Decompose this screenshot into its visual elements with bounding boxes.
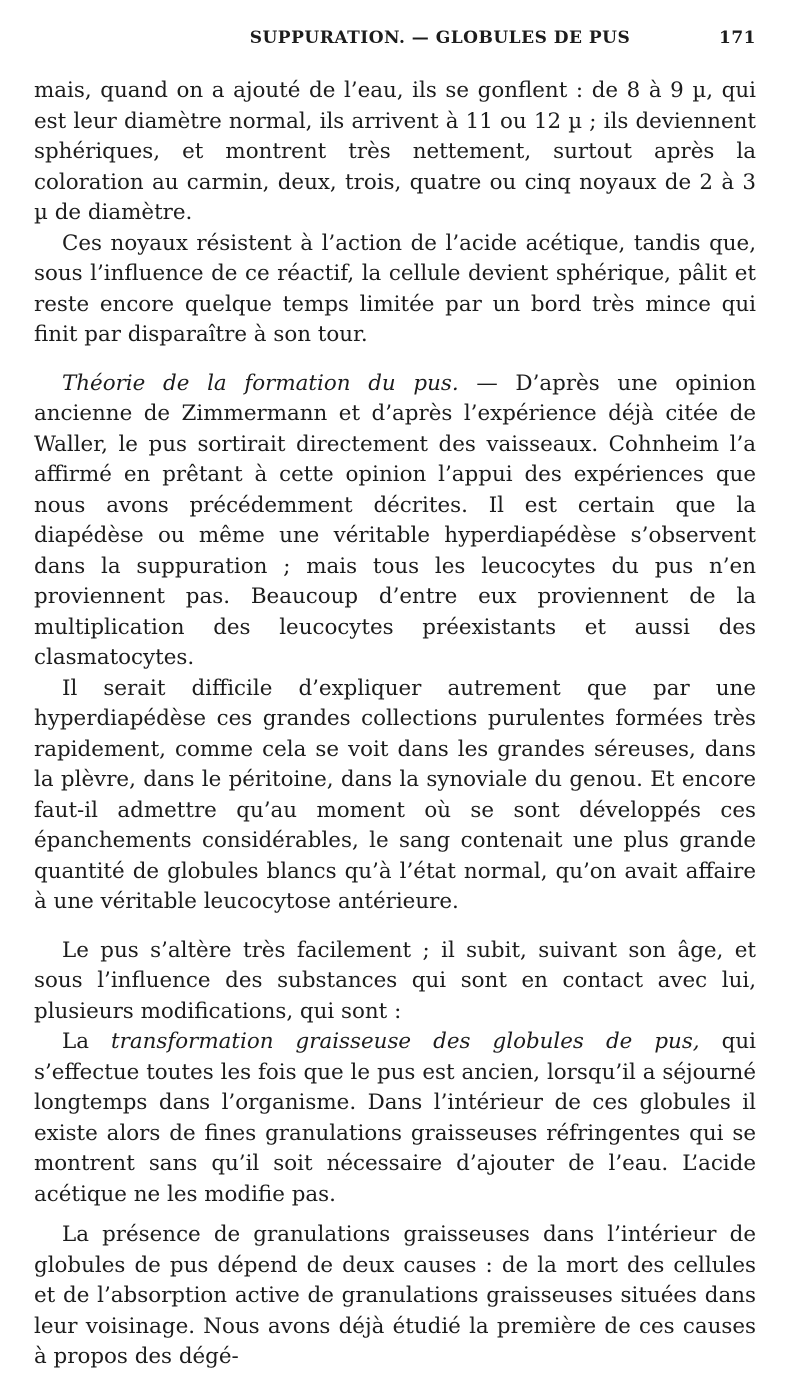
paragraph <box>34 674 756 918</box>
paragraph <box>34 1027 756 1210</box>
section-title: Théorie de la formation du pus. <box>62 370 459 396</box>
paragraph-section-heading <box>34 369 756 674</box>
paragraph-lead: La <box>62 1029 112 1054</box>
page-header <box>34 28 756 54</box>
paragraph-text: — D’après une opinion ancienne de Zimmermann et d’après l’expérience déjà citée de Waller, le pus sortirait directement des vaisseaux. Cohnheim l’a affirmé en prêtant à cette opinion l’appui des expériences que nous avons précédemment décrites. Il est certain que la diapédèse ou même une véritable hyperdiapédèse s’observent dans la suppuration ; mais tous les leucocytes du pus n’en proviennent pas. Beaucoup d’entre eux proviennent de la multiplication des leucocytes préexistants et aussi des clasmatocytes. <box>34 370 756 670</box>
paragraph-text: Ces noyaux résistent à l’action de l’acide acétique, tandis que, sous l’influence de ce réactif, la cellule devient sphérique, pâlit et reste encore quelque temps limitée par un bord très mince qui finit par disparaître à son tour. <box>34 230 756 347</box>
paragraph <box>34 936 756 1028</box>
page-number: 171 <box>719 28 756 48</box>
body-text <box>34 76 756 1373</box>
emphasized-term: transformation graisseuse des globules de pus, <box>111 1029 700 1054</box>
paragraph-text: Le pus s’altère très facilement ; il subit, suivant son âge, et sous l’influence des substances qui sont en contact avec lui, plusieurs modifications, qui sont : <box>34 937 756 1024</box>
paragraph-text: Il serait difficile d’expliquer autrement que par une hyperdiapédèse ces grandes collections purulentes formées très rapidement, comme cela se voit dans les grandes séreuses, dans la plèvre, dans le péritoine, dans la synoviale du genou. Et encore faut-il admettre qu’au moment où se sont développés ces épanchements considérables, le sang contenait une plus grande quantité de globules blancs qu’à l’état normal, qu’on avait affaire à une véritable leucocytose antérieure. <box>34 675 756 914</box>
paragraph <box>34 229 756 351</box>
paragraph-text: La présence de granulations graisseuses dans l’intérieur de globules de pus dépend de deux causes : de la mort des cellules et de l’absorption active de granulations graisseuses situées dans leur voisinage. Nous avons déjà étudié la première de ces causes à propos des dégé- <box>34 1222 756 1369</box>
paragraph <box>34 76 756 229</box>
paragraph-text: mais, quand on a ajouté de l’eau, ils se gonflent : de 8 à 9 µ, qui est leur diamètre normal, ils arrivent à 11 ou 12 µ ; ils deviennent sphériques, et montrent très nettement, surtout après la coloration au carmin, deux, trois, quatre ou cinq noyaux de 2 à 3 µ de diamètre. <box>34 78 756 225</box>
paragraph-text: qui s’effectue toutes les fois que le pus est ancien, lorsqu’il a séjourné longtemps dans l’organisme. Dans l’intérieur de ces globules il existe alors de fines granulations graisseuses réfringentes qui se montrent sans qu’il soit nécessaire d’ajouter de l’eau. L’acide acétique ne les modifie pas. <box>34 1029 756 1207</box>
paragraph <box>34 1220 756 1373</box>
running-title: SUPPURATION. — GLOBULES DE PUS <box>249 28 631 48</box>
